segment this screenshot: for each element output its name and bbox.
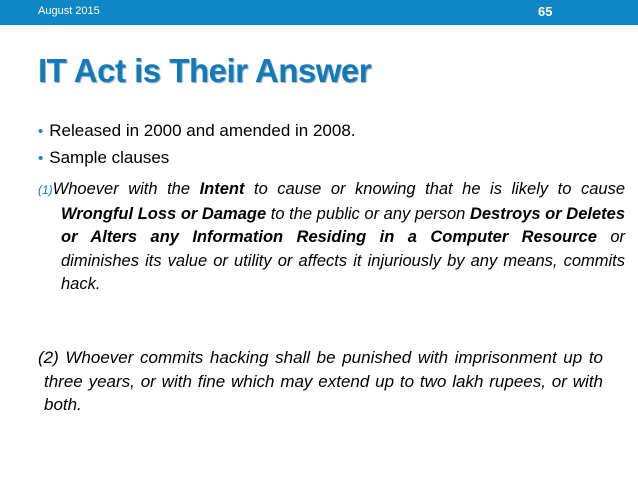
slide-number: 65 xyxy=(538,4,553,19)
slide-title: IT Act is Their Answer xyxy=(38,52,372,89)
bullet-text: Sample clauses xyxy=(49,148,170,167)
bullet-text: Released in 2000 and amended in 2008. xyxy=(49,121,356,140)
bullet-dot-icon: • xyxy=(38,123,44,140)
clause-1-number: (1) xyxy=(38,183,53,197)
clause-1 xyxy=(38,178,625,297)
clause-1-emphasis-loss: Wrongful Loss or Damage xyxy=(61,204,267,223)
clause-1-text: Whoever with the Intent to cause or knowing that he is likely to cause Wrongful Loss or Damage to the public or any person Destroys or Deletes or Alters any Information Residing in a Computer Resource or diminishes its value or utility or affects it injuriously by any means, commits hack. xyxy=(52,180,625,293)
header-bar xyxy=(0,0,638,25)
header-date: August 2015 xyxy=(38,5,100,17)
bullet-item xyxy=(38,121,356,141)
clause-2: (2) Whoever commits hacking shall be punished with imprisonment up to three years, or with fine which may extend up to two lakh rupees, or with both. xyxy=(38,348,603,414)
clause-1-emphasis-intent: Intent xyxy=(199,180,245,198)
clause-1-emphasis-actions: Destroys or Deletes or Alters any Information Residing in a Computer Resource xyxy=(61,204,625,246)
bullet-dot-icon: • xyxy=(38,150,44,167)
bullet-item xyxy=(38,148,169,168)
